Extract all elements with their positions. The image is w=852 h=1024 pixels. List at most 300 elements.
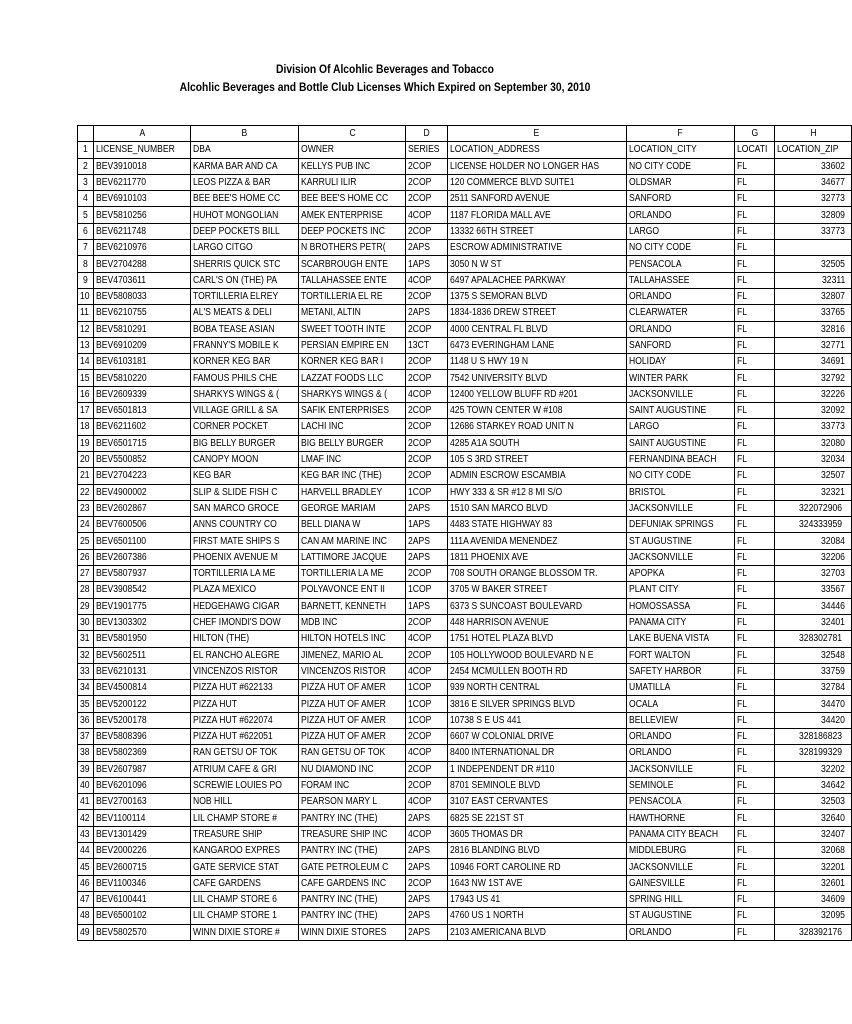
owner-cell: VINCENZOS RISTOR [299,663,406,679]
location-state-cell: FL [735,598,775,614]
owner-cell: POLYAVONCE ENT II [299,582,406,598]
location-city-cell: PANAMA CITY [626,614,735,630]
row-number: 23 [78,500,94,516]
owner-cell: PANTRY INC (THE) [299,908,406,924]
dba-cell: CARL'S ON (THE) PA [190,272,298,288]
table-row [78,403,852,419]
owner-cell: BIG BELLY BURGER [299,435,406,451]
location-state-cell: FL [735,680,775,696]
license-number-cell: BEV5801950 [94,631,191,647]
location-zip-cell: 34420 [775,712,852,728]
owner-cell: JIMENEZ, MARIO AL [299,647,406,663]
row-number: 42 [78,810,94,826]
owner-cell: KORNER KEG BAR I [299,354,406,370]
column-letter: C [299,126,406,142]
location-zip-cell: 32816 [775,321,852,337]
location-state-cell: FL [735,240,775,256]
location-address-cell: 3107 EAST CERVANTES [448,794,626,810]
license-number-cell: BEV6103181 [94,354,191,370]
owner-cell: DEEP POCKETS INC [299,223,406,239]
dba-cell: KANGAROO EXPRES [190,843,298,859]
row-number: 45 [78,859,94,875]
row-number: 43 [78,826,94,842]
dba-cell: EL RANCHO ALEGRE [190,647,298,663]
column-letter: D [406,126,448,142]
location-state-cell: FL [735,386,775,402]
location-zip-cell: 34470 [775,696,852,712]
dba-cell: LIL CHAMP STORE 1 [190,908,298,924]
location-address-cell: 1643 NW 1ST AVE [448,875,626,891]
dba-cell: VINCENZOS RISTOR [190,663,298,679]
location-city-cell: SANFORD [626,337,735,353]
dba-cell: SHERRIS QUICK STC [190,256,298,272]
table-row [78,582,852,598]
location-zip-cell: 34609 [775,891,852,907]
owner-cell: HARVELL BRADLEY [299,484,406,500]
location-address-cell: 12686 STARKEY ROAD UNIT N [448,419,626,435]
table-row [78,256,852,272]
license-number-cell: BEV7600506 [94,517,191,533]
dba-cell: CAFE GARDENS [190,875,298,891]
series-cell: 2APS [406,533,448,549]
series-cell: 2APS [406,305,448,321]
table-row [78,321,852,337]
owner-cell: HILTON HOTELS INC [299,631,406,647]
location-state-cell: FL [735,288,775,304]
location-zip-cell: 32311 [775,272,852,288]
dba-cell: HILTON (THE) [190,631,298,647]
license-number-cell: BEV2000226 [94,843,191,859]
table-row [78,191,852,207]
location-city-cell: DEFUNIAK SPRINGS [626,517,735,533]
location-city-cell: ORLANDO [626,924,735,940]
table-row [78,745,852,761]
series-cell: 2COP [406,761,448,777]
location-city-cell: OCALA [626,696,735,712]
location-city-cell: LAKE BUENA VISTA [626,631,735,647]
location-zip-cell: 32640 [775,810,852,826]
table-row [78,875,852,891]
series-cell: 4COP [406,272,448,288]
dba-cell: SLIP & SLIDE FISH C [190,484,298,500]
location-zip-cell: 324333959 [775,517,852,533]
table-row [78,712,852,728]
row-number: 17 [78,403,94,419]
table-row [78,696,852,712]
owner-cell: SWEET TOOTH INTE [299,321,406,337]
owner-cell: GEORGE MARIAM [299,500,406,516]
license-number-cell: BEV2607386 [94,549,191,565]
dba-cell: PHOENIX AVENUE M [190,549,298,565]
series-cell: 2COP [406,403,448,419]
location-address-cell: LICENSE HOLDER NO LONGER HAS [448,158,626,174]
location-zip-cell: 32807 [775,288,852,304]
location-state-cell: FL [735,745,775,761]
location-city-cell: OLDSMAR [626,174,735,190]
location-city-cell: SAINT AUGUSTINE [626,403,735,419]
table-row [78,843,852,859]
series-cell: 4COP [406,631,448,647]
row-number: 14 [78,354,94,370]
location-state-cell: FL [735,826,775,842]
location-zip-cell: 32505 [775,256,852,272]
owner-cell: BELL DIANA W [299,517,406,533]
owner-cell: PERSIAN EMPIRE EN [299,337,406,353]
location-state-cell: FL [735,647,775,663]
table-row [78,614,852,630]
dba-cell: PIZZA HUT [190,696,298,712]
owner-cell: LAZZAT FOODS LLC [299,370,406,386]
location-state-cell: FL [735,500,775,516]
location-address-cell: 3050 N W ST [448,256,626,272]
location-zip-cell: 33773 [775,223,852,239]
dba-cell: WINN DIXIE STORE # [190,924,298,940]
location-zip-cell: LOCATION_ZIP [775,142,852,158]
license-number-cell: BEV6211770 [94,174,191,190]
license-number-cell: BEV5200122 [94,696,191,712]
dba-cell: SAN MARCO GROCE [190,500,298,516]
license-number-cell: BEV6210131 [94,663,191,679]
table-row [78,288,852,304]
location-city-cell: JACKSONVILLE [626,549,735,565]
series-cell: 2APS [406,908,448,924]
license-number-cell: BEV5808033 [94,288,191,304]
license-number-cell: BEV6501100 [94,533,191,549]
location-state-cell: FL [735,337,775,353]
table-row [78,728,852,744]
table-row [78,207,852,223]
location-state-cell: FL [735,223,775,239]
owner-cell: KELLYS PUB INC [299,158,406,174]
table-row [78,223,852,239]
license-number-cell: BEV6210976 [94,240,191,256]
location-address-cell: 8400 INTERNATIONAL DR [448,745,626,761]
location-address-cell: 2816 BLANDING BLVD [448,843,626,859]
owner-cell: PANTRY INC (THE) [299,891,406,907]
license-number-cell: BEV1100346 [94,875,191,891]
row-number: 27 [78,566,94,582]
license-number-cell: BEV5802369 [94,745,191,761]
location-address-cell: 1510 SAN MARCO BLVD [448,500,626,516]
row-number: 13 [78,337,94,353]
row-number: 3 [78,174,94,190]
location-state-cell: FL [735,777,775,793]
license-number-cell: BEV6910209 [94,337,191,353]
location-state-cell: FL [735,435,775,451]
column-letter: A [94,126,191,142]
series-cell: 2COP [406,451,448,467]
location-zip-cell: 328392176 [775,924,852,940]
table-row [78,598,852,614]
location-zip-cell: 33773 [775,419,852,435]
location-state-cell: FL [735,174,775,190]
owner-cell: KARRULI ILIR [299,174,406,190]
location-city-cell: ST AUGUSTINE [626,908,735,924]
location-state-cell: FL [735,468,775,484]
series-cell: 2COP [406,288,448,304]
location-zip-cell: 34677 [775,174,852,190]
location-zip-cell: 32034 [775,451,852,467]
dba-cell: BOBA TEASE ASIAN [190,321,298,337]
location-address-cell: 2103 AMERICANA BLVD [448,924,626,940]
dba-cell: ATRIUM CAFE & GRI [190,761,298,777]
location-zip-cell: 32401 [775,614,852,630]
location-address-cell: 8701 SEMINOLE BLVD [448,777,626,793]
license-number-cell: BEV5810220 [94,370,191,386]
location-zip-cell [775,240,852,256]
table-row [78,777,852,793]
location-address-cell: 111A AVENIDA MENENDEZ [448,533,626,549]
license-number-cell: BEV6201096 [94,777,191,793]
row-number: 22 [78,484,94,500]
location-city-cell: JACKSONVILLE [626,386,735,402]
table-row [78,891,852,907]
dba-cell: KARMA BAR AND CA [190,158,298,174]
location-state-cell: FL [735,908,775,924]
row-number: 30 [78,614,94,630]
location-address-cell: 3816 E SILVER SPRINGS BLVD [448,696,626,712]
dba-cell: DBA [190,142,298,158]
row-number: 28 [78,582,94,598]
series-cell: 1APS [406,598,448,614]
location-address-cell: 6825 SE 221ST ST [448,810,626,826]
series-cell: 2COP [406,647,448,663]
table-row [78,174,852,190]
location-state-cell: LOCATI [735,142,775,158]
location-address-cell: 6497 APALACHEE PARKWAY [448,272,626,288]
location-state-cell: FL [735,924,775,940]
column-letter: E [448,126,626,142]
license-number-cell: BEV6210755 [94,305,191,321]
location-city-cell: BRISTOL [626,484,735,500]
owner-cell: TORTILLERIA LA ME [299,566,406,582]
location-address-cell: HWY 333 & SR #12 8 MI S/O [448,484,626,500]
location-zip-cell: 32068 [775,843,852,859]
series-cell: 1COP [406,680,448,696]
dba-cell: TREASURE SHIP [190,826,298,842]
series-cell: 2COP [406,321,448,337]
location-state-cell: FL [735,549,775,565]
location-city-cell: LARGO [626,223,735,239]
location-city-cell: SAINT AUGUSTINE [626,435,735,451]
table-body [78,142,852,941]
owner-cell: LACHI INC [299,419,406,435]
table-row [78,370,852,386]
dba-cell: PIZZA HUT #622051 [190,728,298,744]
column-letter: H [775,126,852,142]
row-number: 32 [78,647,94,663]
location-zip-cell: 322072906 [775,500,852,516]
row-number: 18 [78,419,94,435]
table-row [78,419,852,435]
row-number: 35 [78,696,94,712]
location-address-cell: 1148 U S HWY 19 N [448,354,626,370]
row-number: 6 [78,223,94,239]
license-number-cell: BEV2704288 [94,256,191,272]
series-cell: 4COP [406,663,448,679]
location-city-cell: LOCATION_CITY [626,142,735,158]
location-state-cell: FL [735,582,775,598]
series-cell: 2COP [406,354,448,370]
location-address-cell: 1811 PHOENIX AVE [448,549,626,565]
table-row [78,451,852,467]
location-state-cell: FL [735,794,775,810]
location-state-cell: FL [735,256,775,272]
column-letter-row [78,126,852,142]
location-address-cell: 10738 S E US 441 [448,712,626,728]
dba-cell: TORTILLERIA LA ME [190,566,298,582]
row-number: 37 [78,728,94,744]
dba-cell: PIZZA HUT #622074 [190,712,298,728]
location-city-cell: ORLANDO [626,321,735,337]
document-title: Division Of Alcohlic Beverages and Tobacco [276,62,494,76]
location-zip-cell: 32809 [775,207,852,223]
series-cell: 4COP [406,794,448,810]
location-city-cell: BELLEVIEW [626,712,735,728]
location-zip-cell: 33602 [775,158,852,174]
license-table [77,125,852,941]
location-state-cell: FL [735,484,775,500]
location-address-cell: 13332 66TH STREET [448,223,626,239]
dba-cell: DEEP POCKETS BILL [190,223,298,239]
owner-cell: SCARBROUGH ENTE [299,256,406,272]
location-city-cell: NO CITY CODE [626,158,735,174]
dba-cell: GATE SERVICE STAT [190,859,298,875]
dba-cell: HUHOT MONGOLIAN [190,207,298,223]
location-city-cell: PLANT CITY [626,582,735,598]
location-zip-cell: 32206 [775,549,852,565]
table-row [78,386,852,402]
location-zip-cell: 32703 [775,566,852,582]
location-zip-cell: 32095 [775,908,852,924]
dba-cell: ANNS COUNTRY CO [190,517,298,533]
series-cell: 2COP [406,875,448,891]
location-state-cell: FL [735,614,775,630]
location-address-cell: 1187 FLORIDA MALL AVE [448,207,626,223]
license-number-cell: BEV1301429 [94,826,191,842]
license-number-cell: BEV5807937 [94,566,191,582]
table-row [78,761,852,777]
owner-cell: MDB INC [299,614,406,630]
column-letter: F [626,126,735,142]
dba-cell: TORTILLERIA ELREY [190,288,298,304]
table-row [78,566,852,582]
location-address-cell: 4760 US 1 NORTH [448,908,626,924]
owner-cell: BEE BEE'S HOME CC [299,191,406,207]
location-address-cell: 12400 YELLOW BLUFF RD #201 [448,386,626,402]
license-number-cell: BEV5500852 [94,451,191,467]
dba-cell: LARGO CITGO [190,240,298,256]
location-state-cell: FL [735,712,775,728]
location-zip-cell: 33759 [775,663,852,679]
dba-cell: HEDGEHAWG CIGAR [190,598,298,614]
location-state-cell: FL [735,533,775,549]
series-cell: 2APS [406,240,448,256]
location-city-cell: MIDDLEBURG [626,843,735,859]
location-state-cell: FL [735,891,775,907]
dba-cell: FIRST MATE SHIPS S [190,533,298,549]
table-row [78,663,852,679]
location-zip-cell: 32080 [775,435,852,451]
table-row [78,794,852,810]
location-city-cell: CLEARWATER [626,305,735,321]
series-cell: 2APS [406,810,448,826]
row-number: 24 [78,517,94,533]
row-number: 29 [78,598,94,614]
series-cell: 1COP [406,712,448,728]
series-cell: 2COP [406,191,448,207]
location-city-cell: PENSACOLA [626,794,735,810]
row-number: 48 [78,908,94,924]
location-city-cell: HOLIDAY [626,354,735,370]
dba-cell: KEG BAR [190,468,298,484]
location-city-cell: FERNANDINA BEACH [626,451,735,467]
location-address-cell: 425 TOWN CENTER W #108 [448,403,626,419]
series-cell: 2COP [406,566,448,582]
location-zip-cell: 32321 [775,484,852,500]
dba-cell: CORNER POCKET [190,419,298,435]
location-address-cell: 105 HOLLYWOOD BOULEVARD N E [448,647,626,663]
row-number: 41 [78,794,94,810]
table-row [78,354,852,370]
row-number: 34 [78,680,94,696]
row-number: 4 [78,191,94,207]
table-row [78,924,852,940]
dba-cell: BIG BELLY BURGER [190,435,298,451]
series-cell: 2COP [406,158,448,174]
dba-cell: FAMOUS PHILS CHE [190,370,298,386]
table-row [78,549,852,565]
location-state-cell: FL [735,843,775,859]
row-number: 26 [78,549,94,565]
location-city-cell: ORLANDO [626,728,735,744]
license-number-cell: BEV6501715 [94,435,191,451]
row-number: 31 [78,631,94,647]
owner-cell: GATE PETROLEUM C [299,859,406,875]
location-state-cell: FL [735,663,775,679]
owner-cell: KEG BAR INC (THE) [299,468,406,484]
location-zip-cell: 32771 [775,337,852,353]
owner-cell: METANI, ALTIN [299,305,406,321]
location-address-cell: 6607 W COLONIAL DRIVE [448,728,626,744]
location-zip-cell: 32548 [775,647,852,663]
location-address-cell: 17943 US 41 [448,891,626,907]
series-cell: 4COP [406,745,448,761]
location-city-cell: APOPKA [626,566,735,582]
license-number-cell: BEV5810291 [94,321,191,337]
location-zip-cell: 33567 [775,582,852,598]
location-state-cell: FL [735,728,775,744]
location-state-cell: FL [735,158,775,174]
owner-cell: WINN DIXIE STORES [299,924,406,940]
location-city-cell: HAWTHORNE [626,810,735,826]
row-number: 39 [78,761,94,777]
table-row [78,305,852,321]
owner-cell: N BROTHERS PETR( [299,240,406,256]
location-zip-cell: 34446 [775,598,852,614]
license-number-cell: BEV5802570 [94,924,191,940]
row-number: 12 [78,321,94,337]
row-number: 20 [78,451,94,467]
dba-cell: KORNER KEG BAR [190,354,298,370]
location-address-cell: 105 S 3RD STREET [448,451,626,467]
owner-cell: PIZZA HUT OF AMER [299,696,406,712]
location-city-cell: GAINESVILLE [626,875,735,891]
owner-cell: LMAF INC [299,451,406,467]
column-letter: B [190,126,298,142]
row-number: 25 [78,533,94,549]
table-row [78,337,852,353]
